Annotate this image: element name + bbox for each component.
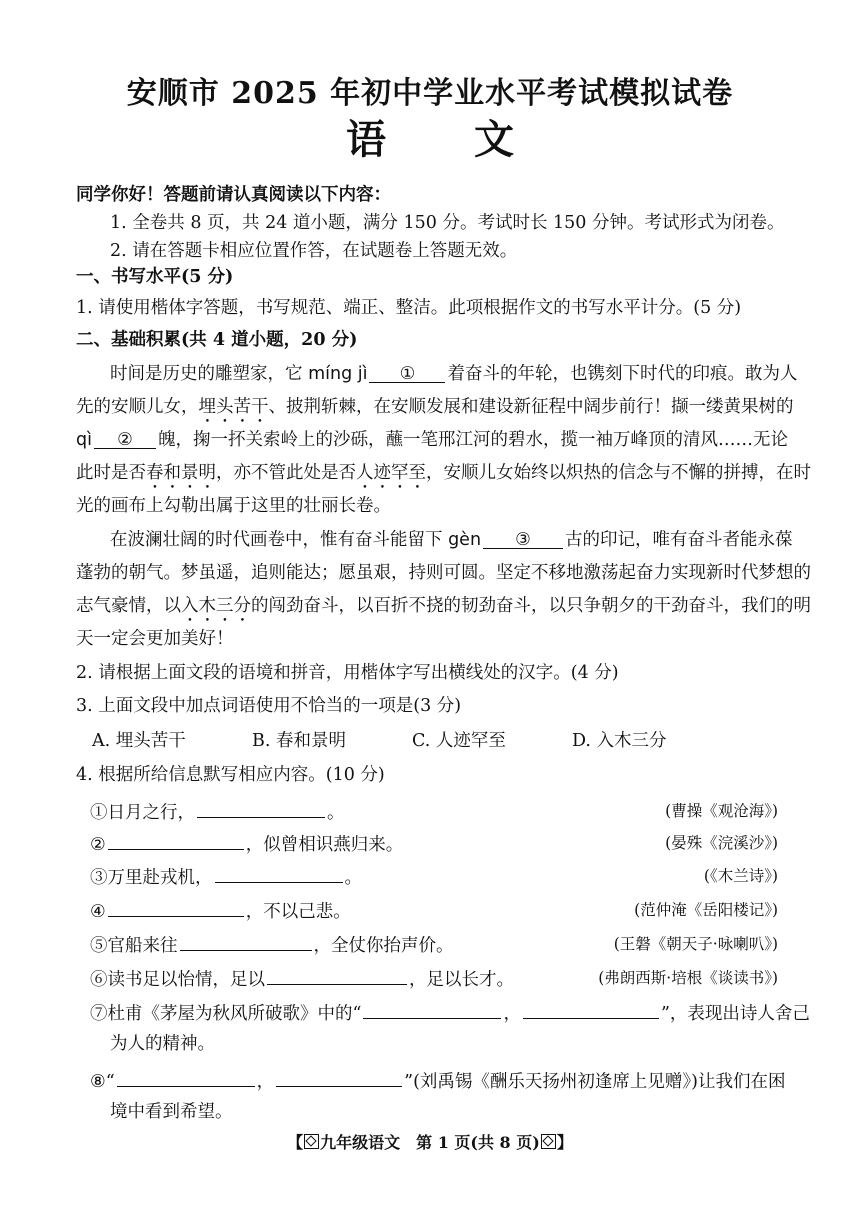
recite-blank-1[interactable] [197,797,325,818]
option-d[interactable]: D. 入木三分 [572,731,667,751]
recite-item-6: ⑥读书足以怡情，足以 ，足以长才。 [90,964,514,992]
recite-blank-8b[interactable] [276,1066,402,1087]
recite-blank-4[interactable] [108,896,244,917]
recite-source-4: (范仲淹《岳阳楼记》) [634,901,778,919]
page-footer: 【 九年级语文 第 1 页(共 8 页) 】 [287,1133,573,1152]
recite-item-8: ⑧“ ， ”(刘禹锡《酬乐天扬州初逢席上见赠》)让我们在困 [90,1066,786,1094]
pinyin-1: míng jì [308,364,368,384]
notice-intro: 同学你好！答题前请认真阅读以下内容： [76,185,391,205]
notice-item-1: 1. 全卷共 8 页，共 24 道小题，满分 150 分。考试时长 150 分钟。考试形式为闭卷。 [110,213,785,233]
recite-item-4: ④ ，不以己悲。 [90,896,351,924]
section-1-heading: 一、书写水平(5 分) [76,267,234,287]
dotted-word-c: 人迹罕至 [356,463,426,483]
diamond-box-icon [304,1134,319,1149]
recite-source-2: (晏殊《浣溪沙》) [665,834,778,852]
option-c[interactable]: C. 人迹罕至 [412,731,506,751]
recite-source-1: (曹操《观沧海》) [665,802,778,820]
dotted-word-b: 春和景明 [146,463,216,483]
diamond-box-icon [541,1134,556,1149]
dotted-word-a: 埋头苦干 [198,397,269,417]
recite-source-6: (弗朗西斯·培根《谈读书》) [598,969,778,987]
passage-line-2: 先的安顺儿女，埋头苦干、披荆斩棘，在安顺发展和建设新征程中阔步前行！撷一缕黄果树的 [76,397,794,417]
passage-line-4: 此时是否春和景明，亦不管此处是否人迹罕至，安顺儿女始终以炽热的信念与不懈的拼搏，在时 [76,463,811,483]
blank-3[interactable]: ③ [483,528,563,549]
question-3-options [92,729,732,753]
subject-title [0,108,860,165]
recite-blank-6[interactable] [267,964,407,985]
recite-source-3: (《木兰诗》) [703,867,778,885]
pinyin-3: gèn [448,530,482,550]
passage-line-3: qì ② 魄，掬一抔关索岭上的沙砾，蘸一笔邢江河的碧水，揽一袖万峰顶的清风……无论 [76,430,788,450]
option-b[interactable]: B. 春和景明 [252,731,346,751]
question-1: 1. 请使用楷体字答题，书写规范、端正、整洁。此项根据作文的书写水平计分。(5 分) [76,298,742,318]
recite-item-2: ② ，似曾相识燕归来。 [90,829,403,857]
dotted-word-d: 入木三分 [181,596,251,616]
recite-item-8-cont: 境中看到希望。 [110,1102,233,1122]
footer-text: 九年级语文 第 1 页(共 8 页) [320,1133,540,1152]
passage-line-5: 光的画布上勾勒出属于这里的壮丽长卷。 [76,496,391,516]
recite-item-5: ⑤官船来往 ，全仗你抬声价。 [90,930,454,958]
recite-source-5: (王磐《朝天子·咏喇叭》) [613,935,778,953]
blank-2[interactable]: ② [94,428,156,449]
question-2: 2. 请根据上面文段的语境和拼音，用楷体字写出横线处的汉字。(4 分) [76,663,619,683]
recite-blank-3[interactable] [215,862,343,883]
recite-blank-2[interactable] [108,829,244,850]
recite-item-7-cont: 为人的精神。 [110,1034,215,1054]
passage-line-9: 天一定会更加美好！ [76,629,234,649]
passage-line-8: 志气豪情，以入木三分的闯劲奋斗，以百折不挠的韧劲奋斗，以只争朝夕的干劲奋斗，我们的明 [76,596,811,616]
recite-item-3: ③万里赴戎机， 。 [90,862,362,890]
recite-blank-5[interactable] [180,930,312,951]
exam-title: 安顺市 2025 年初中学业水平考试模拟试卷 [126,76,734,111]
subject-char-2: 文 [474,116,514,163]
subject-char-1: 语 [346,116,386,163]
recite-blank-8a[interactable] [117,1066,255,1087]
recite-blank-7a[interactable] [363,998,501,1019]
passage-line-7: 蓬勃的朝气。梦虽遥，追则能达；愿虽艰，持则可圆。坚定不移地激荡起奋力实现新时代梦想的 [76,563,811,583]
recite-item-1: ①日月之行， 。 [90,797,345,825]
blank-1[interactable]: ① [369,362,445,383]
passage-line-6: 在波澜壮阔的时代画卷中，惟有奋斗能留下 gèn ③ 古的印记，唯有奋斗者能永葆 [110,530,793,550]
question-4: 4. 根据所给信息默写相应内容。(10 分) [76,765,385,785]
pinyin-2: qì [76,430,92,450]
recite-blank-7b[interactable] [523,998,659,1019]
section-2-heading: 二、基础积累(共 4 道小题，20 分) [76,330,358,350]
passage-line-1: 时间是历史的雕塑家，它 míng jì ① 着奋斗的年轮，也镌刻下时代的印痕。敢为人 [110,364,798,384]
option-a[interactable]: A. 埋头苦干 [92,731,186,751]
notice-item-2: 2. 请在答题卡相应位置作答，在试题卷上答题无效。 [110,241,518,261]
question-3: 3. 上面文段中加点词语使用不恰当的一项是(3 分) [76,696,462,716]
recite-item-7: ⑦杜甫《茅屋为秋风所破歌》中的“ ， ”，表现出诗人舍己 [90,998,810,1026]
